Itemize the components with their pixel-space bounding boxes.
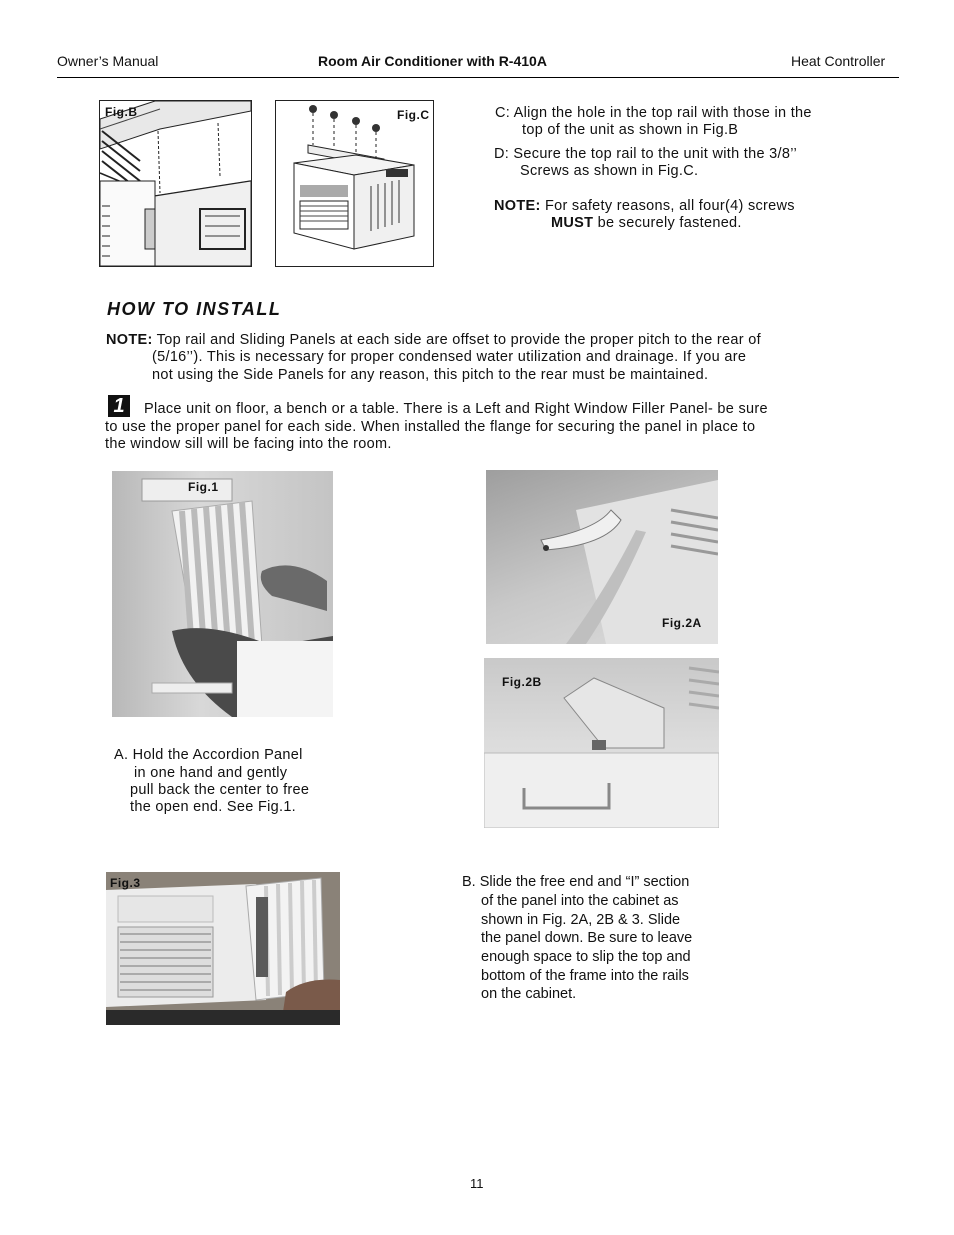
step-a-line3: pull back the center to free [130, 782, 310, 798]
safety-note-text-2: be securely fastened. [593, 215, 742, 231]
figure-c [275, 100, 434, 267]
header-left: Owner’s Manual [57, 53, 159, 69]
safety-note-line2 [551, 215, 742, 233]
header-right: Heat Controller [791, 53, 886, 69]
step-b-line6: bottom of the frame into the rails [481, 968, 689, 984]
step-b-line1: B. Slide the free end and “I” section [462, 874, 690, 890]
safety-note-must: MUST [551, 215, 594, 231]
step-a-line2: in one hand and gently [134, 765, 288, 781]
figure-c-label: Fig.C [397, 108, 430, 122]
install-note-line3: not using the Side Panels for any reason, this pitch to the rear must be maintained. [152, 367, 709, 383]
step1-line1: Place unit on floor, a bench or a table. There is a Left and Right Window Filler Panel- be sure [144, 401, 768, 417]
step-number-badge: 1 [108, 395, 130, 417]
figure-3-label: Fig.3 [110, 876, 141, 890]
step1-line3: the window sill will be facing into the room. [105, 436, 392, 452]
install-note-line1 [106, 332, 761, 350]
step-c-line1: C: Align the hole in the top rail with those in the [495, 105, 812, 121]
safety-note-text: For safety reasons, all four(4) screws [540, 198, 795, 214]
step-b-line5: enough space to slip the top and [481, 949, 691, 965]
step-b-line3: shown in Fig. 2A, 2B & 3. Slide [481, 912, 681, 928]
step-a-line1: A. Hold the Accordion Panel [114, 747, 303, 763]
step-d-line1: D: Secure the top rail to the unit with the 3/8’’ [494, 146, 797, 162]
safety-note-line1 [494, 198, 795, 216]
figure-b-drawing [100, 101, 251, 266]
figure-3-illustration [106, 872, 340, 1025]
step-b-line7: on the cabinet. [481, 986, 577, 1002]
figure-2b-photo [484, 658, 719, 828]
step-a-line4: the open end. See Fig.1. [130, 799, 297, 815]
figure-2a-photo [486, 470, 718, 644]
step-b-line4: the panel down. Be sure to leave [481, 930, 693, 946]
install-note-text: Top rail and Sliding Panels at each side are offset to provide the proper pitch to the rear of [152, 332, 761, 348]
safety-note-label: NOTE: [494, 198, 541, 214]
header-divider [57, 77, 899, 78]
step-b-line2: of the panel into the cabinet as [481, 893, 679, 909]
step-d-line2: Screws as shown in Fig.C. [520, 163, 699, 179]
figure-1-photo [112, 471, 333, 717]
figure-2a-label: Fig.2A [662, 616, 702, 630]
figure-3-photo [106, 872, 340, 1025]
step1-line2: to use the proper panel for each side. When installed the flange for securing the panel in place to [105, 419, 756, 435]
figure-b [99, 100, 252, 267]
install-note-line2: (5/16’’). This is necessary for proper condensed water utilization and drainage. If you are [152, 349, 747, 365]
page-number: 11 [470, 1176, 484, 1191]
figure-1-label: Fig.1 [188, 480, 219, 494]
header-title: Room Air Conditioner with R-410A [318, 53, 547, 69]
figure-1-illustration [112, 471, 333, 717]
step-c-line2: top of the unit as shown in Fig.B [522, 122, 739, 138]
figure-c-drawing [276, 101, 433, 266]
section-heading: HOW TO INSTALL [107, 299, 282, 319]
figure-b-label: Fig.B [105, 105, 138, 119]
figure-2b-label: Fig.2B [502, 675, 542, 689]
install-note-label: NOTE: [106, 332, 153, 348]
